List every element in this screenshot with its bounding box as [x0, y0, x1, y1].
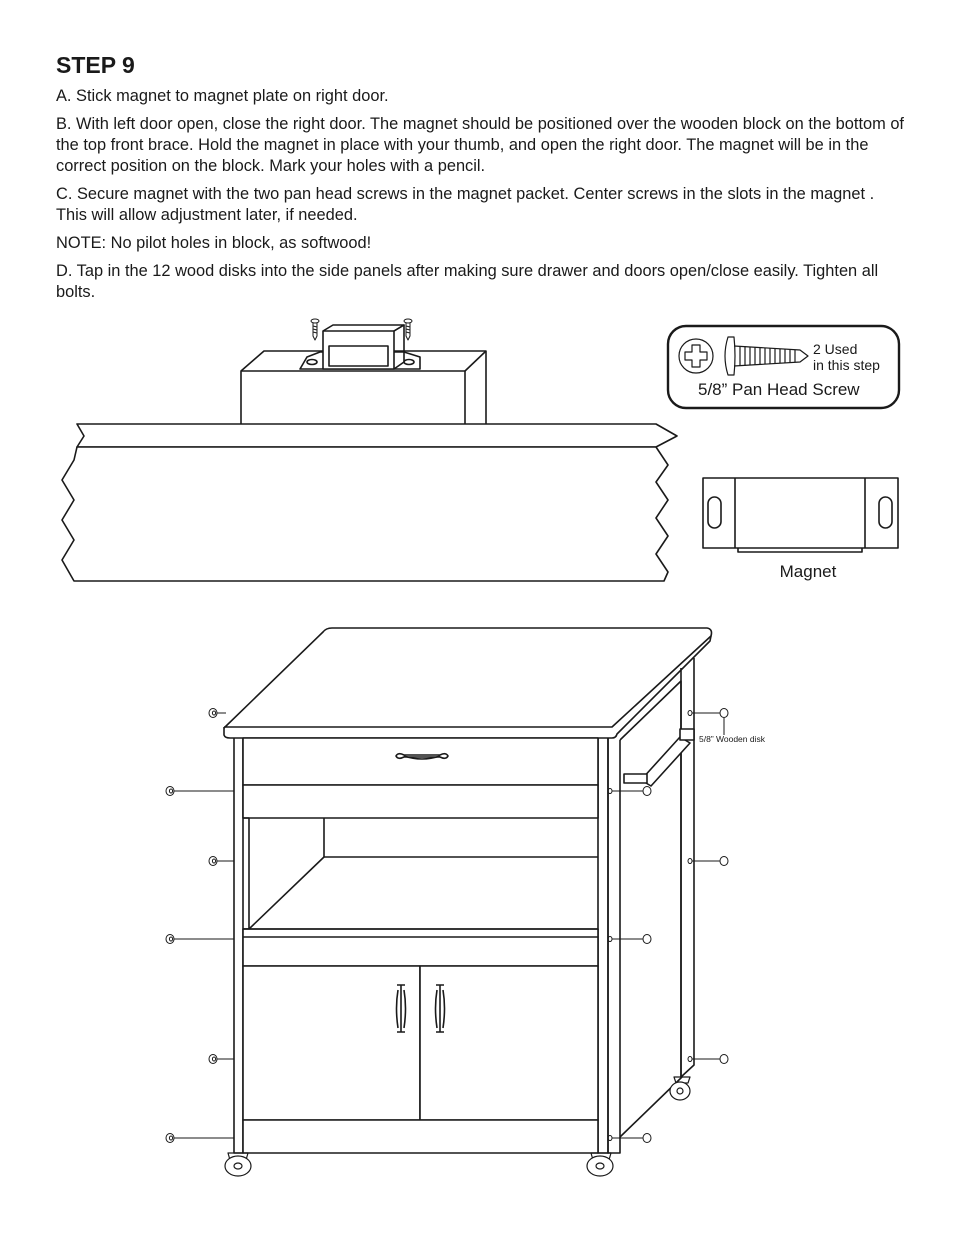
screw-name-label: 5/8” Pan Head Screw — [698, 380, 860, 399]
wooden-disk-icon — [166, 935, 234, 944]
brace-detail — [62, 319, 677, 581]
instruction-d: D. Tap in the 12 wood disks into the side panels after making sure drawer and doors open/close easily. Tighten all bolts. — [56, 262, 879, 301]
wooden-disk-label: 5/8” Wooden disk — [699, 734, 765, 744]
screw-left-icon — [311, 319, 319, 340]
wooden-disk-icon — [209, 709, 226, 718]
wooden-disk-icon — [608, 935, 651, 944]
wooden-disk-icon — [166, 787, 234, 796]
wooden-disk-icon — [209, 857, 234, 866]
magnet-label: Magnet — [779, 562, 837, 581]
wooden-disk-icon — [608, 1134, 651, 1143]
instruction-c: C. Secure magnet with the two pan head screws in the magnet packet. Center screws in the slots in the magnet . This will allow adjustment later, if needed. — [56, 185, 875, 224]
wooden-disk-icon — [608, 787, 651, 796]
caster-left-icon — [225, 1153, 251, 1176]
instruction-b: B. With left door open, close the right door. The magnet should be positioned over the wooden block on the bottom of the top front brace. Hold the magnet in place with your thumb, and open the right door. The magnet will be in the correct position on the block. Mark your holes with a pencil. — [56, 115, 904, 175]
magnet-on-block — [300, 325, 420, 369]
caster-right-icon — [587, 1153, 613, 1176]
screw-count-line2: in this step — [813, 357, 880, 373]
caster-rear-icon — [670, 1077, 690, 1100]
kitchen-cart — [224, 628, 712, 1153]
screw-right-icon — [404, 319, 412, 340]
instruction-a: A. Stick magnet to magnet plate on right door. — [56, 87, 389, 105]
instruction-note: NOTE: No pilot holes in block, as softwood! — [56, 234, 372, 252]
screw-count-line1: 2 Used — [813, 341, 858, 357]
wooden-disk-icon — [166, 1134, 234, 1143]
wooden-disk-icon — [209, 1055, 234, 1064]
step-title: STEP 9 — [56, 52, 135, 78]
magnet-detail — [703, 478, 898, 552]
